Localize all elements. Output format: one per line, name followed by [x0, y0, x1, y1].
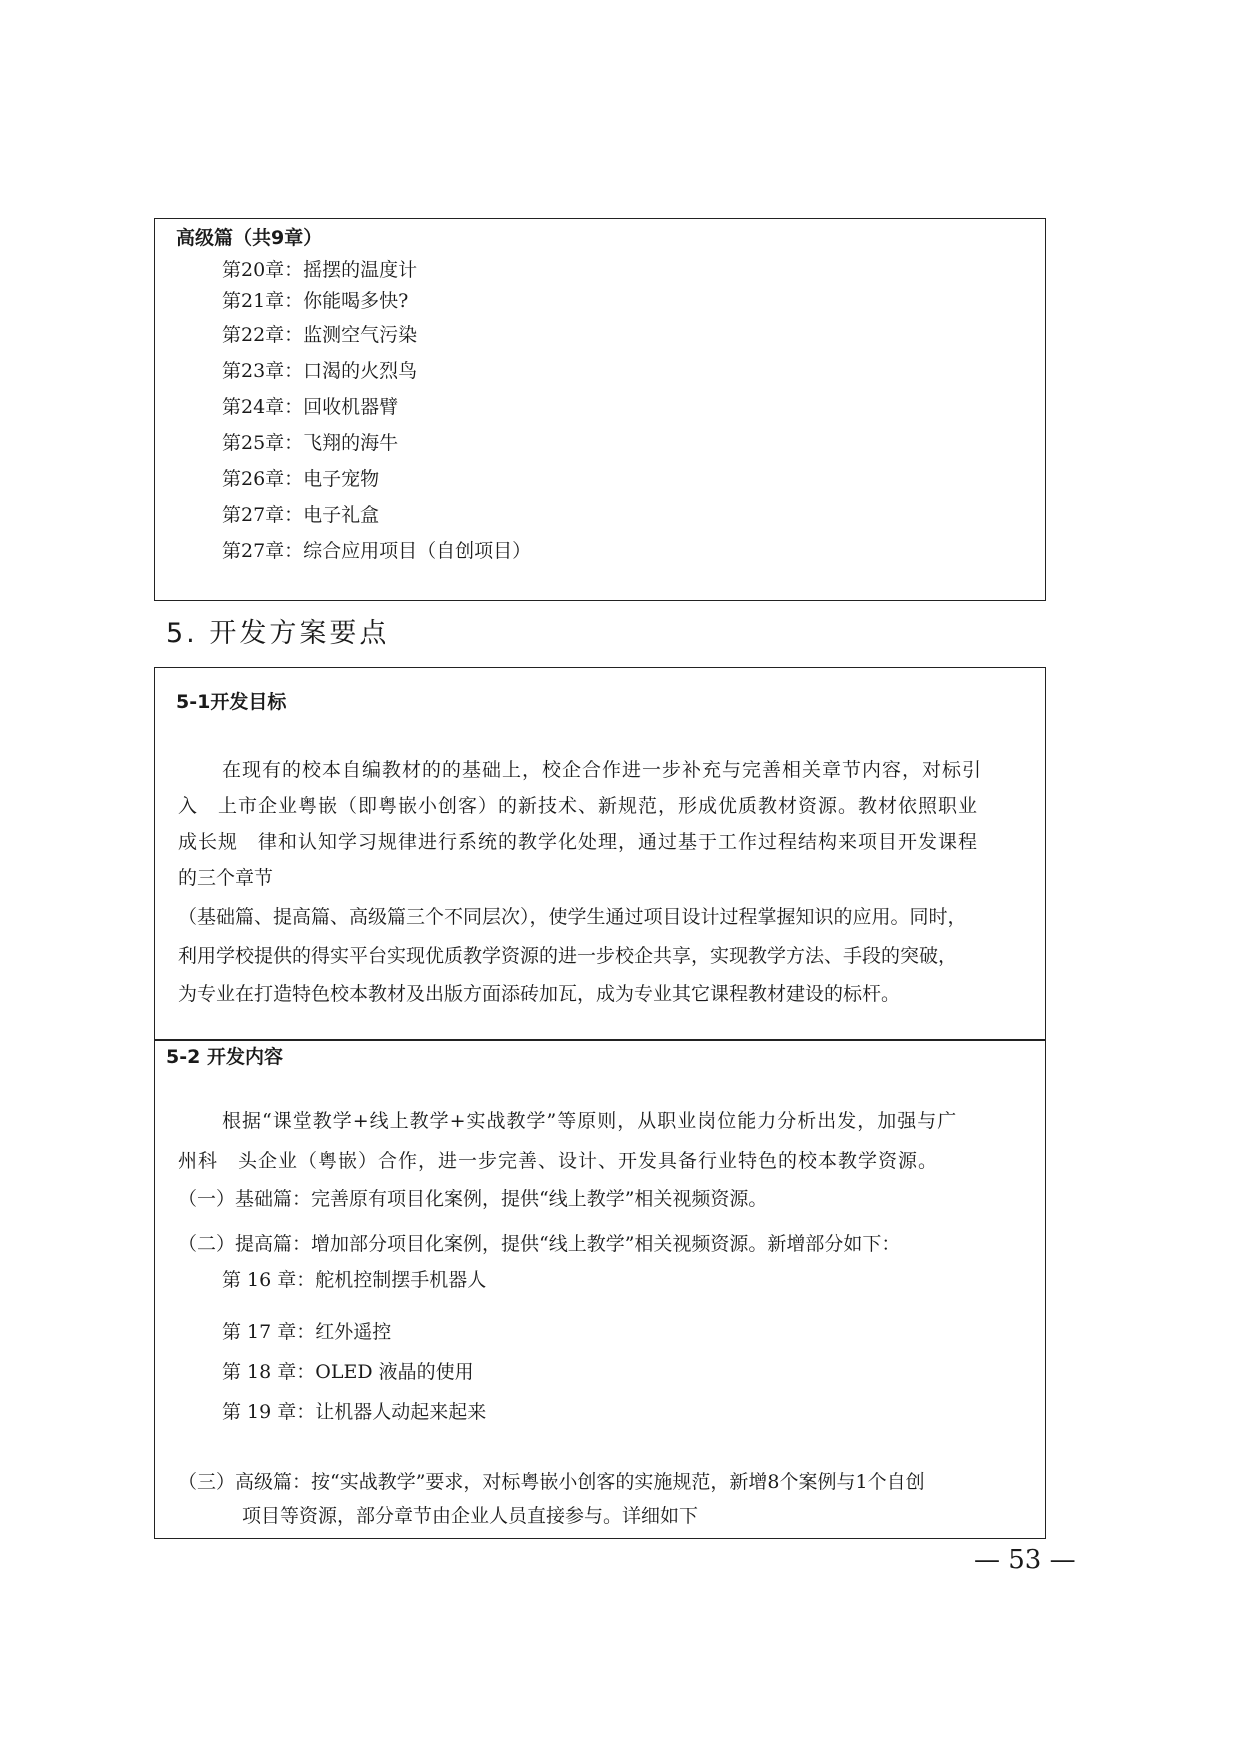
- goal-paragraph-line: 入 上市企业粤嵌（即粤嵌小创客）的新技术、新规范，形成优质教材资源。教材依照职业: [178, 795, 979, 817]
- table-divider: [154, 1039, 1046, 1041]
- content-item-advanced-cont: 项目等资源，部分章节由企业人员直接参与。详细如下: [242, 1505, 699, 1527]
- new-chapter-item: 第 19 章：让机器人动起来起来: [222, 1401, 487, 1423]
- content-intro-line: 根据“课堂教学+线上教学+实战教学”等原则，从职业岗位能力分析出发，加强与广: [222, 1110, 958, 1132]
- chapter-item: 第24章：回收机器臂: [222, 396, 399, 418]
- advanced-heading: 高级篇（共9章）: [176, 227, 323, 249]
- content-item-advanced: （三）高级篇：按“实战教学”要求，对标粤嵌小创客的实施规范，新增8个案例与1个自创: [178, 1471, 925, 1493]
- chapter-item: 第25章：飞翔的海牛: [222, 432, 399, 454]
- chapter-item: 第22章：监测空气污染: [222, 324, 418, 346]
- chapter-item: 第21章：你能喝多快?: [222, 290, 409, 312]
- chapter-item: 第27章：电子礼盒: [222, 504, 380, 526]
- content-item-improve: （二）提高篇：增加部分项目化案例，提供“线上教学”相关视频资源。新增部分如下：: [178, 1233, 901, 1255]
- page-number: — 53 —: [974, 1545, 1076, 1575]
- content-heading: 5-2 开发内容: [166, 1046, 283, 1068]
- new-chapter-item: 第 18 章：OLED 液晶的使用: [222, 1361, 474, 1383]
- new-chapter-item: 第 17 章：红外遥控: [222, 1321, 392, 1343]
- goal-paragraph-line: （基础篇、提高篇、高级篇三个不同层次），使学生通过项目设计过程掌握知识的应用。同时，: [178, 906, 967, 928]
- goal-paragraph-line: 成长规 律和认知学习规律进行系统的教学化处理，通过基于工作过程结构来项目开发课程: [178, 831, 979, 853]
- chapter-item: 第20章：摇摆的温度计: [222, 259, 418, 281]
- chapter-item: 第23章：口渴的火烈鸟: [222, 360, 418, 382]
- goal-paragraph-line: 为专业在打造特色校本教材及出版方面添砖加瓦，成为专业其它课程教材建设的标杆。: [178, 983, 901, 1005]
- chapter-item: 第26章：电子宠物: [222, 468, 380, 490]
- content-item-basic: （一）基础篇：完善原有项目化案例，提供“线上教学”相关视频资源。: [178, 1188, 768, 1210]
- section-heading: 5. 开发方案要点: [166, 618, 390, 649]
- goal-heading: 5-1开发目标: [176, 691, 287, 713]
- goal-paragraph-line: 利用学校提供的得实平台实现优质教学资源的进一步校企共享，实现教学方法、手段的突破，: [178, 945, 958, 967]
- new-chapter-item: 第 16 章：舵机控制摆手机器人: [222, 1269, 487, 1291]
- goal-paragraph-line: 的三个章节: [178, 867, 274, 889]
- content-intro-line: 州科 头企业（粤嵌）合作，进一步完善、设计、开发具备行业特色的校本教学资源。: [178, 1150, 939, 1172]
- chapter-item: 第27章：综合应用项目（自创项目）: [222, 540, 532, 562]
- goal-paragraph-line: 在现有的校本自编教材的的基础上，校企合作进一步补充与完善相关章节内容，对标引: [222, 759, 983, 781]
